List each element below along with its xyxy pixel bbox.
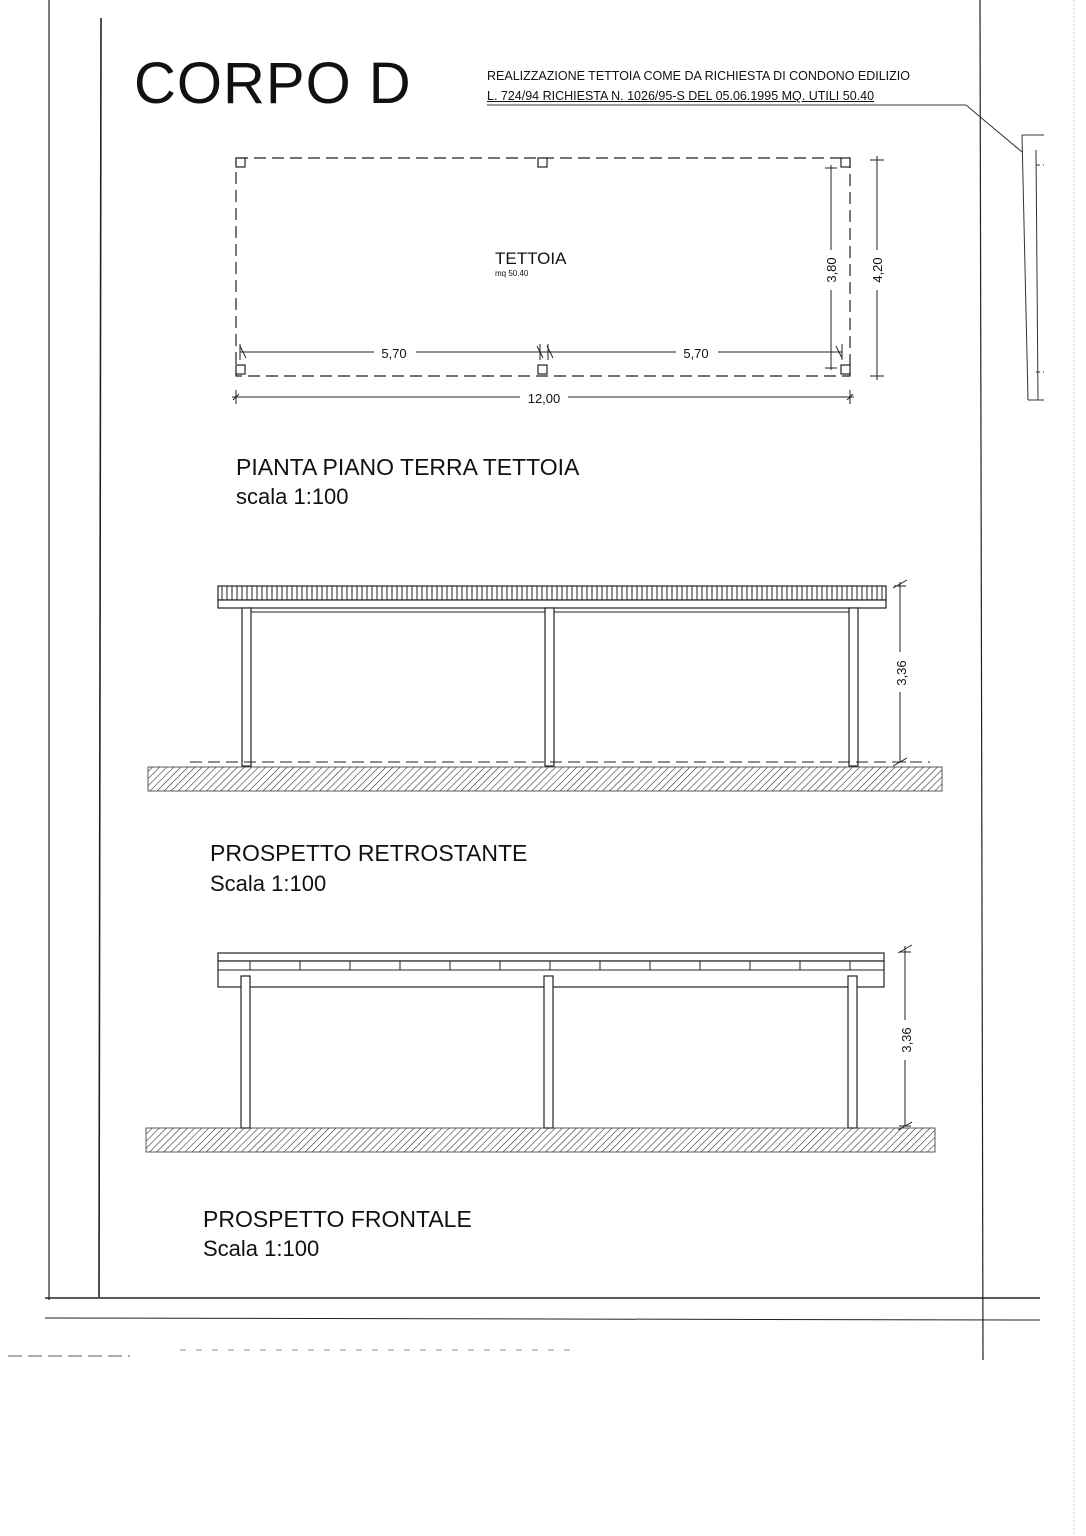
front-elevation-scale: Scala 1:100 [203, 1236, 320, 1261]
plan-view [232, 156, 886, 407]
rear-elevation [148, 580, 942, 791]
rear-roof-slats [218, 586, 886, 600]
plan-heading: PIANTA PIANO TERRA TETTOIA [236, 454, 580, 480]
front-height-dim: 3,36 [899, 1027, 914, 1053]
front-roof-edge [218, 953, 884, 961]
adjacent-drawing-fragment [1022, 135, 1044, 400]
front-elevation [146, 945, 935, 1152]
rear-columns [242, 608, 858, 766]
front-columns [241, 976, 857, 1128]
front-ground [146, 1128, 935, 1152]
note-leader [487, 105, 1022, 152]
condono-note-line-1: REALIZZAZIONE TETTOIA COME DA RICHIESTA DI CONDONO EDILIZIO [487, 69, 910, 83]
rear-elevation-heading: PROSPETTO RETROSTANTE [210, 840, 528, 866]
plan-area-label: mq 50.40 [495, 269, 529, 278]
plan-span-dimension-line [240, 344, 842, 360]
plan-dim-total: 12,00 [527, 391, 561, 406]
rear-roof-beam [218, 600, 886, 608]
plan-dim-outer-depth: 4,20 [870, 257, 885, 283]
rear-height-dim: 3,36 [894, 660, 909, 686]
plan-scale: scala 1:100 [236, 484, 349, 509]
front-elevation-heading: PROSPETTO FRONTALE [203, 1206, 472, 1232]
rear-ground [148, 767, 942, 791]
plan-dim-inner-depth: 3,80 [824, 257, 839, 283]
plan-dim-right-span: 5,70 [683, 346, 709, 361]
rear-elevation-scale: Scala 1:100 [210, 871, 327, 896]
plan-room-label: TETTOIA [495, 249, 567, 268]
condono-note-line-2: L. 724/94 RICHIESTA N. 1026/95-S DEL 05.06.1995 MQ. UTILI 50.40 [487, 89, 875, 103]
sheet-title: CORPO D [134, 51, 412, 116]
plan-dim-left-span: 5,70 [381, 346, 407, 361]
